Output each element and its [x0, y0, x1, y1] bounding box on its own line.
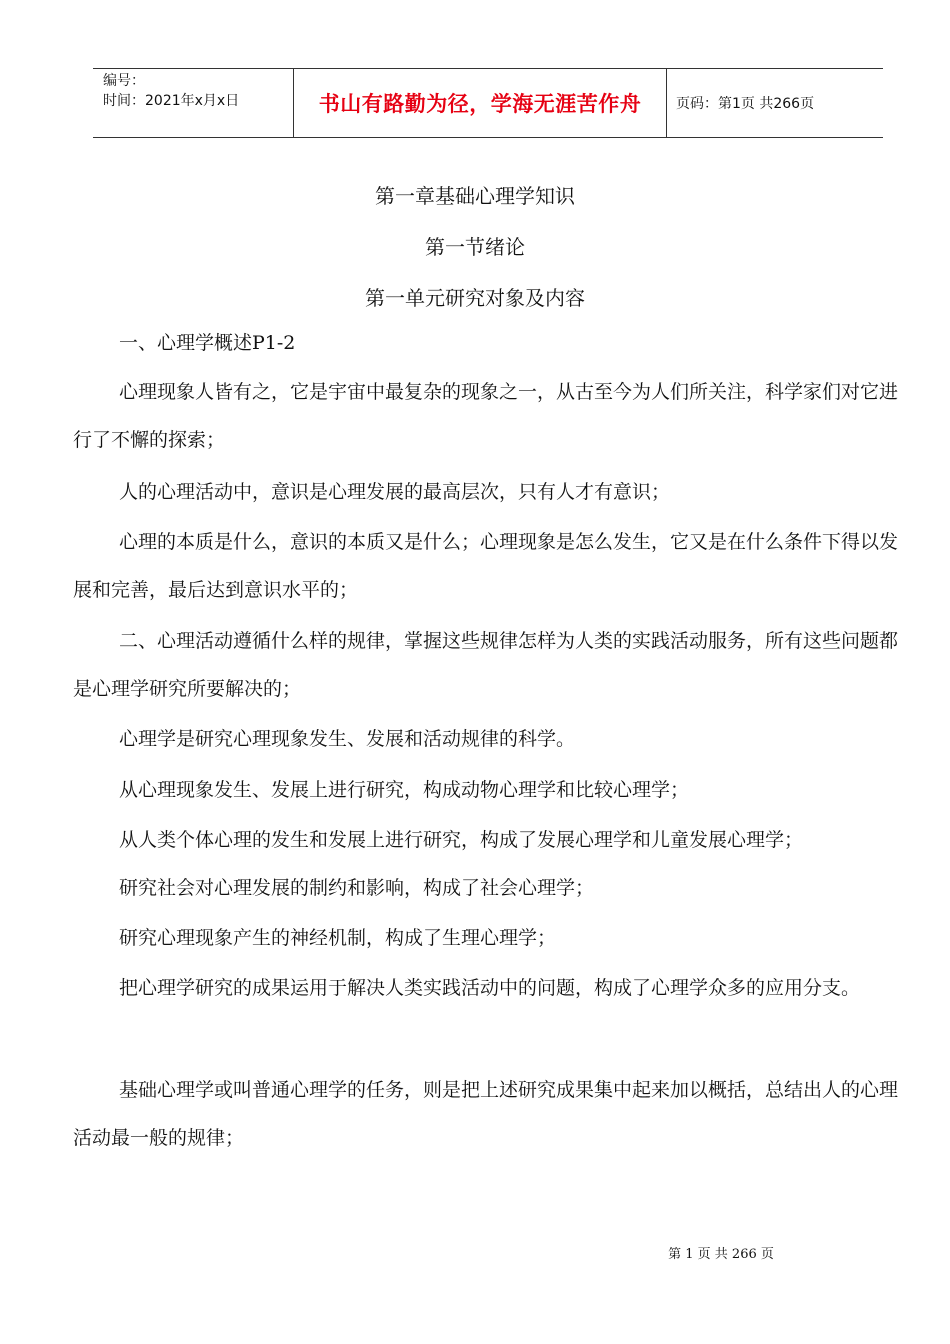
- paragraph: 从人类个体心理的发生和发展上进行研究，构成了发展心理学和儿童发展心理学；: [119, 829, 804, 851]
- doc-time-label: 时间：2021年x月x日: [103, 93, 240, 109]
- chapter-title: 第一章基础心理学知识: [375, 184, 575, 208]
- header-motto: 书山有路勤为径，学海无涯苦作舟: [294, 69, 667, 137]
- paragraph: 人的心理活动中，意识是心理发展的最高层次，只有人才有意识；: [119, 481, 671, 503]
- unit-title: 第一单元研究对象及内容: [365, 286, 585, 310]
- doc-number-label: 编号：: [103, 73, 145, 89]
- paragraph: 心理的本质是什么，意识的本质又是什么；心理现象是怎么发生，它又是在什么条件下得以发展和完善，最后达到意识水平的；: [73, 531, 899, 601]
- paragraph: 从心理现象发生、发展上进行研究，构成动物心理学和比较心理学；: [119, 779, 690, 801]
- paragraph: 二、心理活动遵循什么样的规律，掌握这些规律怎样为人类的实践活动服务，所有这些问题都是心理学研究所要解决的；: [73, 630, 899, 700]
- paragraph: 把心理学研究的成果运用于解决人类实践活动中的问题，构成了心理学众多的应用分支。: [119, 977, 861, 999]
- paragraph: 心理学是研究心理现象发生、发展和活动规律的科学。: [119, 728, 576, 750]
- paragraph: 研究心理现象产生的神经机制，构成了生理心理学；: [119, 927, 557, 949]
- paragraph: 研究社会对心理发展的制约和影响，构成了社会心理学；: [119, 877, 595, 899]
- section-title: 第一节绪论: [425, 235, 525, 259]
- paragraph: 一、心理学概述P1-2: [119, 332, 296, 354]
- paragraph: 心理现象人皆有之，它是宇宙中最复杂的现象之一，从古至今为人们所关注，科学家们对它进行了不懈的探索；: [73, 381, 899, 451]
- page-footer: 第 1 页 共 266 页: [668, 1247, 774, 1262]
- header-page-label: 页码：第1页 共266页: [676, 96, 815, 112]
- paragraph: 基础心理学或叫普通心理学的任务，则是把上述研究成果集中起来加以概括，总结出人的心理活动最一般的规律；: [73, 1079, 899, 1149]
- page-header: [93, 68, 883, 138]
- header-meta: [93, 69, 294, 137]
